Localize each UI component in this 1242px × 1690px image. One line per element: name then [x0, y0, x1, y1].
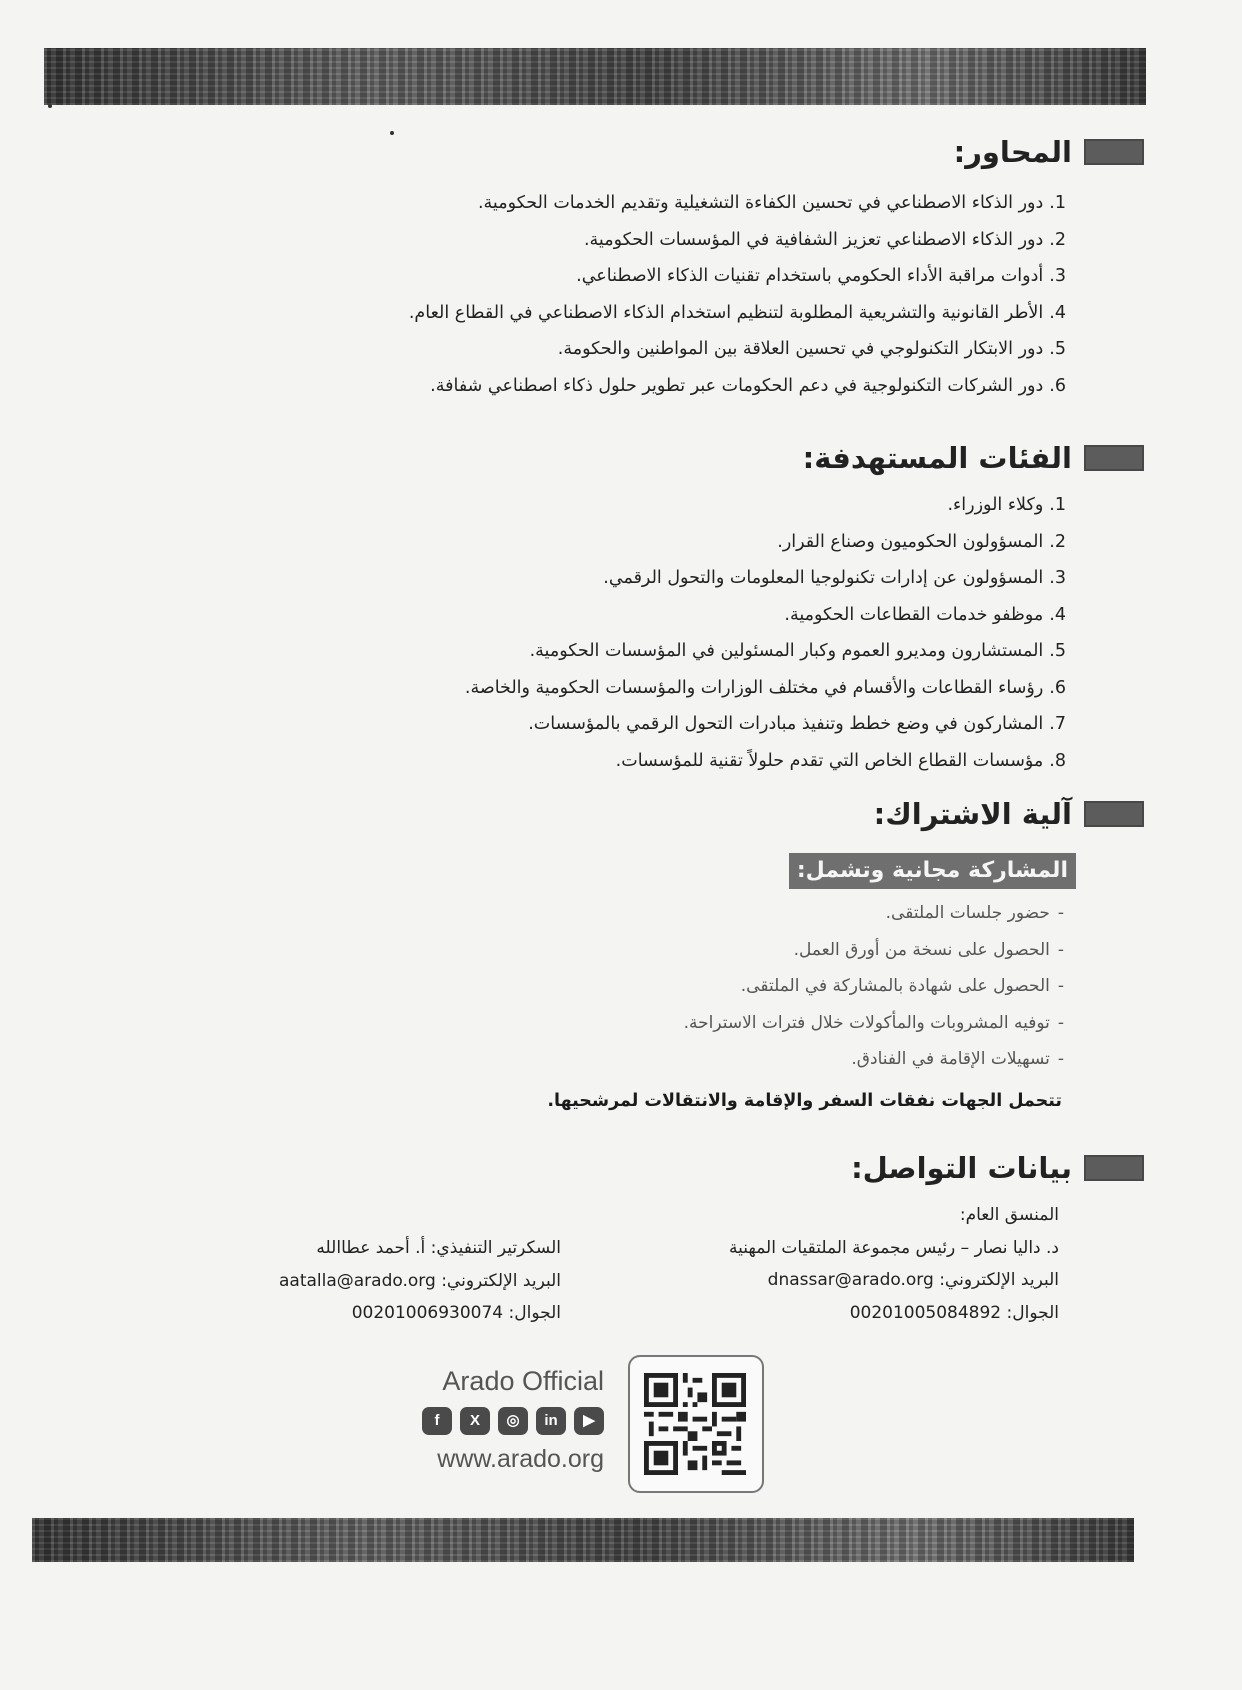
email-label: البريد الإلكتروني:	[939, 1270, 1059, 1290]
item-text: مؤسسات القطاع الخاص التي تقدم حلولاً تقنية للمؤسسات.	[615, 750, 1044, 771]
item-number: 5.	[1049, 641, 1066, 661]
benefit-item	[684, 968, 1064, 1005]
item-number: 5.	[1049, 339, 1066, 359]
scan-speck	[48, 104, 52, 108]
benefits-list	[684, 895, 1064, 1078]
item-text: المسؤولون الحكوميون وصناع القرار.	[777, 531, 1044, 552]
mobile-label: الجوال:	[508, 1303, 561, 1323]
item-number: 3.	[1049, 568, 1066, 588]
benefit-text: توفيه المشروبات والمأكولات خلال فترات الاستراحة.	[683, 1012, 1050, 1033]
item-number: 2.	[1049, 531, 1066, 552]
instagram-icon[interactable]: ◎	[498, 1407, 528, 1435]
heading-marker	[1084, 1155, 1144, 1181]
secretary-email-line	[279, 1265, 561, 1298]
social-icons	[404, 1407, 604, 1435]
list-item	[409, 258, 1066, 295]
list-item	[409, 185, 1066, 222]
item-text: أدوات مراقبة الأداء الحكومي باستخدام تقنيات الذكاء الاصطناعي.	[576, 266, 1044, 286]
list-item	[465, 743, 1066, 780]
youtube-icon[interactable]: ▶	[574, 1407, 604, 1435]
coordinator-mobile: 00201005084892	[849, 1302, 1002, 1323]
benefit-text: الحصول على شهادة بالمشاركة في الملتقى.	[740, 976, 1050, 996]
list-item	[465, 597, 1066, 634]
benefit-item	[684, 932, 1064, 969]
coordinator-email-link[interactable]: dnassar@arado.org	[767, 1270, 934, 1290]
axes-title: المحاور:	[953, 135, 1072, 169]
benefit-item	[684, 895, 1064, 932]
target-list	[465, 487, 1066, 779]
coordinator-mobile-line	[729, 1297, 1059, 1330]
website-link[interactable]: www.arado.org	[437, 1445, 604, 1473]
list-item	[409, 331, 1066, 368]
item-text: دور الذكاء الاصطناعي تعزيز الشفافية في المؤسسات الحكومية.	[583, 229, 1044, 250]
contact-title: بيانات التواصل:	[851, 1151, 1072, 1185]
item-number: 1.	[1049, 193, 1066, 213]
list-item	[465, 633, 1066, 670]
list-item	[465, 560, 1066, 597]
linkedin-icon[interactable]: in	[536, 1407, 566, 1435]
scan-speck	[390, 131, 394, 135]
list-item	[465, 487, 1066, 524]
item-text: المستشارون ومديرو العموم وكبار المسئولين في المؤسسات الحكومية.	[529, 641, 1044, 661]
secretary-contact	[279, 1232, 561, 1330]
top-banner	[44, 48, 1146, 105]
mobile-label: الجوال:	[1006, 1302, 1059, 1323]
item-text: دور الابتكار التكنولوجي في تحسين العلاقة بين المواطنين والحكومة.	[557, 339, 1044, 359]
dash-bullet: -	[1057, 903, 1064, 923]
dash-bullet: -	[1057, 976, 1064, 996]
coordinator-label: المنسق العام:	[959, 1205, 1059, 1225]
heading-marker	[1084, 801, 1144, 827]
item-number: 2.	[1049, 229, 1066, 250]
item-number: 8.	[1049, 750, 1066, 771]
coordinator-contact	[729, 1199, 1059, 1329]
participation-title: آلية الاشتراك:	[873, 797, 1072, 831]
target-heading	[803, 436, 1144, 480]
brand-block	[404, 1366, 604, 1474]
list-item	[409, 222, 1066, 259]
participation-badge: المشاركة مجانية وتشمل:	[789, 853, 1076, 889]
x-icon[interactable]: X	[460, 1407, 490, 1435]
item-text: الأطر القانونية والتشريعية المطلوبة لتنظيم استخدام الذكاء الاصطناعي في القطاع العام.	[408, 302, 1044, 323]
item-number: 4.	[1049, 302, 1066, 323]
bottom-banner	[32, 1518, 1134, 1562]
list-item	[465, 670, 1066, 707]
item-number: 1.	[1049, 495, 1066, 515]
item-text: المسؤولون عن إدارات تكنولوجيا المعلومات والتحول الرقمي.	[603, 568, 1044, 588]
item-text: موظفو خدمات القطاعات الحكومية.	[784, 604, 1044, 625]
item-number: 3.	[1049, 266, 1066, 286]
item-text: المشاركون في وضع خطط وتنفيذ مبادرات التحول الرقمي بالمؤسسات.	[528, 714, 1044, 734]
item-number: 6.	[1049, 375, 1066, 396]
heading-marker	[1084, 445, 1144, 471]
facebook-icon[interactable]: f	[422, 1407, 452, 1435]
target-title: الفئات المستهدفة:	[802, 441, 1072, 475]
item-text: دور الشركات التكنولوجية في دعم الحكومات عبر تطوير حلول ذكاء اصطناعي شفافة.	[430, 375, 1044, 396]
brand-name: Arado Official	[442, 1366, 604, 1396]
coordinator-name: د. داليا نصار – رئيس مجموعة الملتقيات المهنية	[729, 1237, 1059, 1258]
benefit-text: حضور جلسات الملتقى.	[885, 903, 1050, 923]
axes-list	[409, 185, 1066, 404]
item-text: رؤساء القطاعات والأقسام في مختلف الوزارات والمؤسسات الحكومية والخاصة.	[464, 677, 1044, 698]
list-item	[465, 706, 1066, 743]
axes-heading	[954, 130, 1144, 174]
secretary-email-link[interactable]: aatalla@arado.org	[278, 1270, 436, 1291]
benefit-text: الحصول على نسخة من أورق العمل.	[793, 939, 1050, 960]
heading-marker	[1084, 139, 1144, 165]
participation-heading	[874, 792, 1144, 836]
benefit-item	[684, 1041, 1064, 1078]
item-number: 4.	[1049, 604, 1066, 625]
list-item	[409, 368, 1066, 405]
dash-bullet: -	[1057, 939, 1064, 960]
item-text: دور الذكاء الاصطناعي في تحسين الكفاءة التشغيلية وتقديم الخدمات الحكومية.	[477, 193, 1044, 213]
dash-bullet: -	[1057, 1049, 1064, 1069]
contact-heading	[851, 1146, 1144, 1190]
list-item	[409, 295, 1066, 332]
qr-code[interactable]	[628, 1355, 764, 1493]
dash-bullet: -	[1057, 1012, 1064, 1033]
benefit-item	[684, 1005, 1064, 1042]
participation-note: تتحمل الجهات نفقات السفر والإقامة والانتقالات لمرشحيها.	[547, 1091, 1062, 1111]
qr-code-icon	[644, 1373, 746, 1475]
item-number: 7.	[1049, 714, 1066, 734]
secretary-mobile-line	[279, 1297, 561, 1330]
coordinator-email-line	[729, 1264, 1059, 1297]
secretary-name: السكرتير التنفيذي: أ. أحمد عطاالله	[316, 1238, 561, 1258]
list-item	[465, 524, 1066, 561]
item-number: 6.	[1049, 677, 1066, 698]
item-text: وكلاء الوزراء.	[947, 495, 1044, 515]
secretary-mobile: 00201006930074	[351, 1303, 504, 1323]
email-label: البريد الإلكتروني:	[441, 1270, 561, 1291]
benefit-text: تسهيلات الإقامة في الفنادق.	[851, 1049, 1050, 1069]
